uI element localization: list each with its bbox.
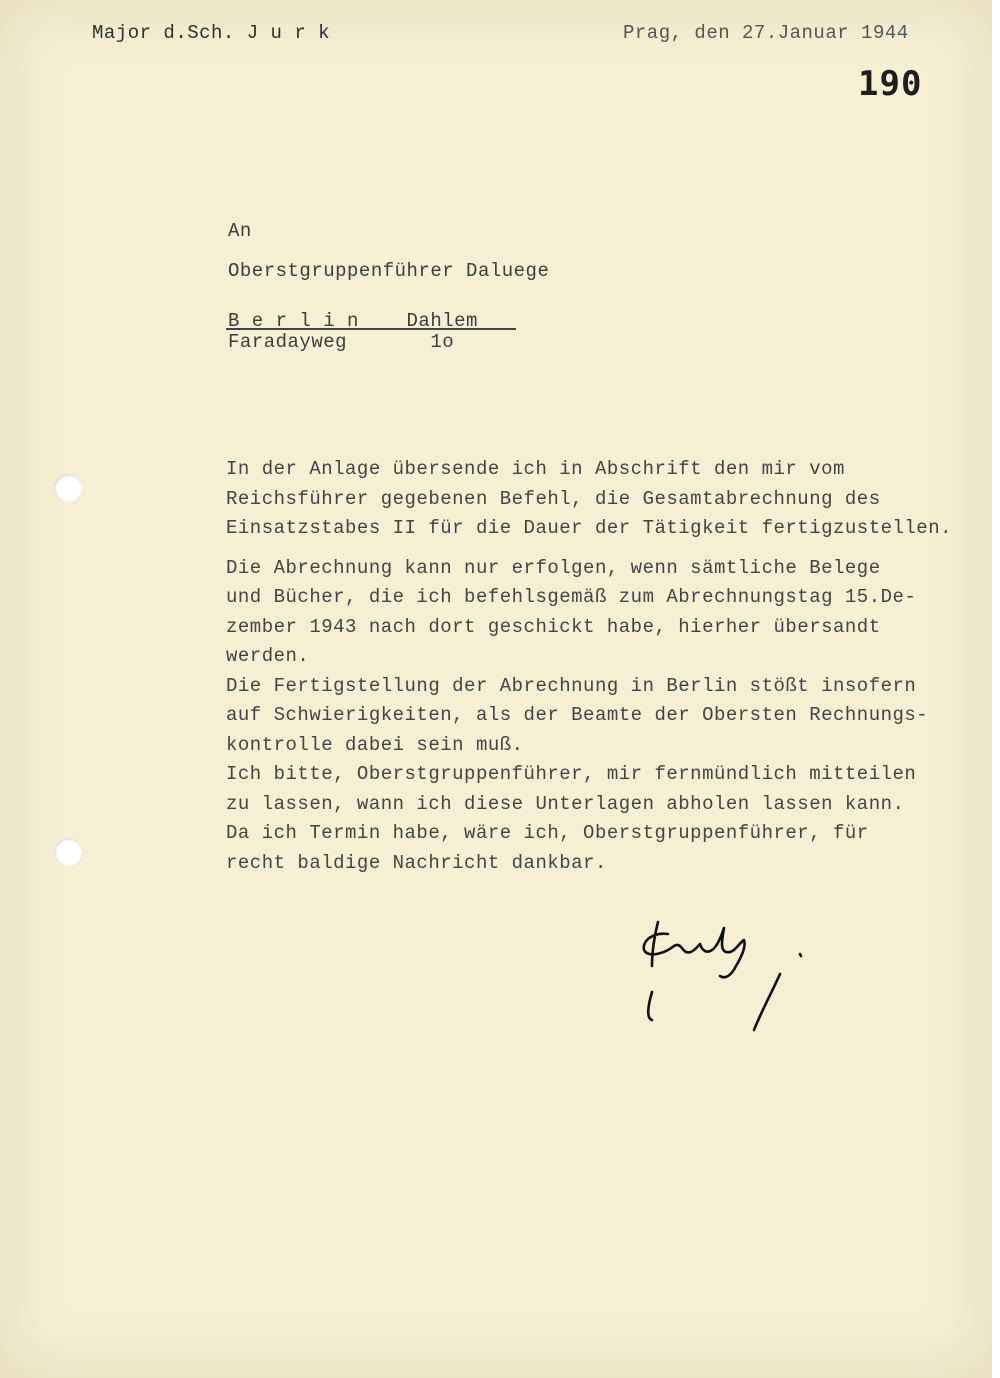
handwritten-signature (630, 910, 830, 1040)
body-line: recht baldige Nachricht dankbar. (226, 851, 607, 874)
punch-hole-top (54, 474, 82, 502)
body-line: und Bücher, die ich befehlsgemäß zum Abrechnungstag 15.De- (226, 586, 917, 608)
body-line: kontrolle dabei sein muß. (226, 733, 524, 756)
body-line: Ich bitte, Oberstgruppenführer, mir fernmündlich mitteilen (226, 763, 917, 785)
punch-hole-bottom (54, 838, 82, 866)
salutation: An (228, 220, 252, 242)
paragraph-gap (226, 544, 966, 554)
body-line: auf Schwierigkeiten, als der Beamte der Obersten Rechnungs- (226, 704, 929, 726)
body-line: Die Fertigstellung der Abrechnung in Berlin stößt insofern (226, 674, 917, 697)
letter-body (226, 455, 966, 878)
recipient-name: Oberstgruppenführer Daluege (228, 260, 550, 282)
sender-line: Major d.Sch. J u r k (92, 22, 331, 44)
body-line: werden. (226, 645, 310, 667)
body-line: zember 1943 nach dort geschickt habe, hierher übersandt (226, 615, 881, 638)
body-line: zu lassen, wann ich diese Unterlagen abholen lassen kann. (226, 792, 905, 815)
body-line: In der Anlage übersende ich in Abschrift den mir vom (226, 458, 845, 480)
body-line: Da ich Termin habe, wäre ich, Oberstgruppenführer, für (226, 822, 869, 844)
recipient-street: Faradayweg 1o (228, 331, 455, 353)
body-line: Die Abrechnung kann nur erfolgen, wenn sämtliche Belege (226, 556, 881, 579)
page-number-stamp: 190 (858, 64, 923, 104)
body-line: Reichsführer gegebenen Befehl, die Gesamtabrechnung des (226, 487, 881, 510)
recipient-city: B e r l i n Dahlem (228, 310, 478, 332)
address-underline (226, 328, 516, 330)
body-line: Einsatzstabes II für die Dauer der Tätigkeit fertigzustellen. (226, 517, 953, 539)
date-line: Prag, den 27.Januar 1944 (623, 22, 909, 44)
